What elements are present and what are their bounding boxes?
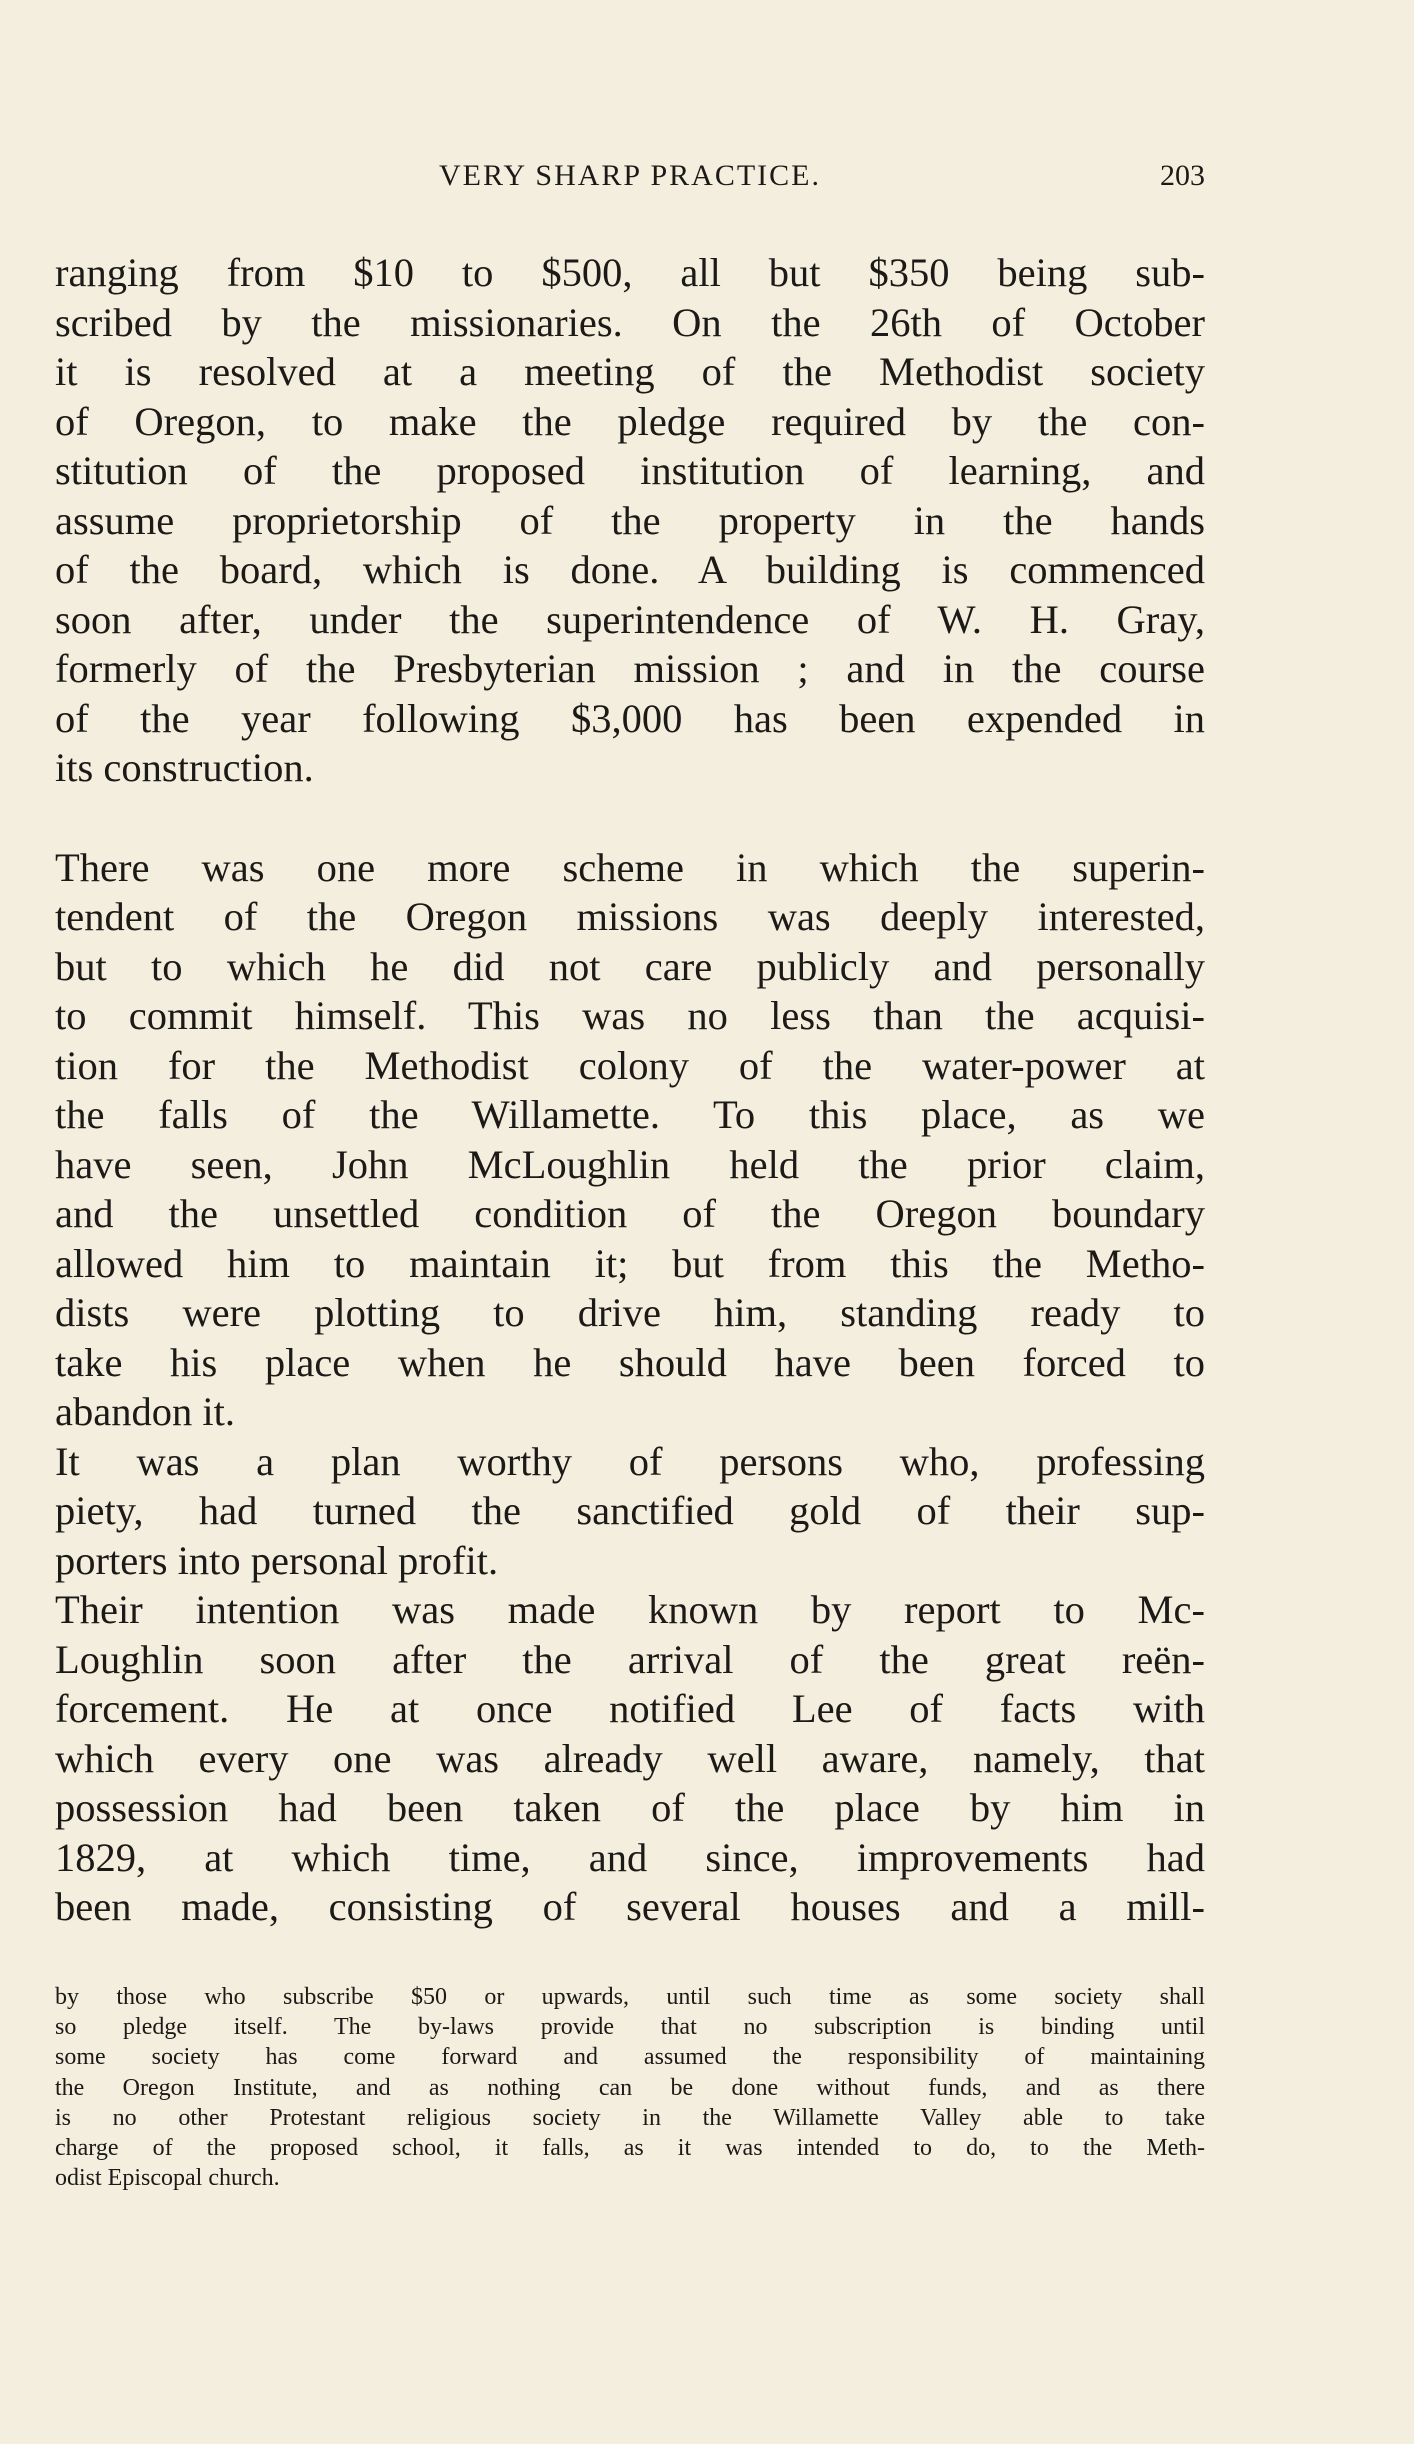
text-line: stitution of the proposed institution of learning, and bbox=[55, 448, 1205, 493]
text-line: possession had been taken of the place by him in bbox=[55, 1785, 1205, 1830]
text-line: been made, consisting of several houses and a mill- bbox=[55, 1884, 1205, 1929]
text-line: formerly of the Presbyterian mission ; and in the course bbox=[55, 646, 1205, 691]
text-line: forcement. He at once notified Lee of facts with bbox=[55, 1686, 1205, 1731]
text-line: abandon it. bbox=[55, 1389, 235, 1434]
body-text bbox=[55, 248, 1205, 1932]
footnote-line: charge of the proposed school, it falls, as it was intended to do, to the Meth- bbox=[55, 2134, 1205, 2161]
text-line: it is resolved at a meeting of the Methodist society bbox=[55, 349, 1205, 394]
text-line: have seen, John McLoughlin held the prior claim, bbox=[55, 1141, 1205, 1187]
text-line: take his place when he should have been forced to bbox=[55, 1339, 1205, 1385]
paragraph bbox=[55, 843, 1205, 1437]
footnote-line: odist Episcopal church. bbox=[55, 2165, 280, 2192]
text-line: of the year following $3,000 has been expended in bbox=[55, 695, 1205, 741]
text-line: assume proprietorship of the property in the hands bbox=[55, 497, 1205, 543]
text-line: of the board, which is done. A building is commenced bbox=[55, 547, 1205, 592]
text-line: It was a plan worthy of persons who, professing bbox=[55, 1438, 1205, 1484]
text-line: soon after, under the superintendence of W. H. Gray, bbox=[55, 596, 1205, 642]
text-line: but to which he did not care publicly and personally bbox=[55, 943, 1205, 989]
text-line: porters into personal profit. bbox=[55, 1537, 499, 1583]
text-line: dists were plotting to drive him, standing ready to bbox=[55, 1290, 1205, 1335]
text-line: Loughlin soon after the arrival of the great reën- bbox=[55, 1636, 1205, 1682]
paragraph-gap bbox=[55, 793, 1205, 843]
text-line: Their intention was made known by report to Mc- bbox=[55, 1587, 1205, 1632]
footnote bbox=[55, 1982, 1205, 2193]
text-line: its construction. bbox=[55, 745, 314, 790]
text-line: ranging from $10 to $500, all but $350 being sub- bbox=[55, 250, 1205, 295]
paragraph bbox=[55, 1437, 1205, 1586]
text-line: scribed by the missionaries. On the 26th of October bbox=[55, 299, 1205, 345]
footnote-line: some society has come forward and assumed the responsibility of maintaining bbox=[55, 2044, 1205, 2071]
page-number: 203 bbox=[1160, 159, 1205, 192]
running-head bbox=[55, 152, 1205, 200]
footnote-line: is no other Protestant religious society in the Willamette Valley able to take bbox=[55, 2104, 1205, 2131]
text-line: There was one more scheme in which the superin- bbox=[55, 844, 1205, 890]
text-line: allowed him to maintain it; but from this the Metho- bbox=[55, 1240, 1205, 1286]
footnote-line: so pledge itself. The by-laws provide that no subscription is binding until bbox=[55, 2014, 1205, 2041]
text-line: piety, had turned the sanctified gold of their sup- bbox=[55, 1488, 1205, 1533]
footnote-line: the Oregon Institute, and as nothing can be done without funds, and as there bbox=[55, 2074, 1205, 2101]
text-line: the falls of the Willamette. To this place, as we bbox=[55, 1092, 1205, 1137]
text-line: which every one was already well aware, namely, that bbox=[55, 1735, 1205, 1781]
paragraph bbox=[55, 1585, 1205, 1932]
text-line: tendent of the Oregon missions was deeply interested, bbox=[55, 894, 1205, 939]
text-line: to commit himself. This was no less than the acquisi- bbox=[55, 993, 1205, 1038]
text-line: tion for the Methodist colony of the water-power at bbox=[55, 1042, 1205, 1088]
paragraph bbox=[55, 248, 1205, 793]
text-line: and the unsettled condition of the Oregon boundary bbox=[55, 1191, 1205, 1236]
text-line: of Oregon, to make the pledge required by the con- bbox=[55, 398, 1205, 444]
text-line: 1829, at which time, and since, improvements had bbox=[55, 1834, 1205, 1880]
running-title: VERY SHARP PRACTICE. bbox=[438, 159, 821, 192]
footnote-line: by those who subscribe $50 or upwards, until such time as some society shall bbox=[55, 1984, 1205, 2010]
